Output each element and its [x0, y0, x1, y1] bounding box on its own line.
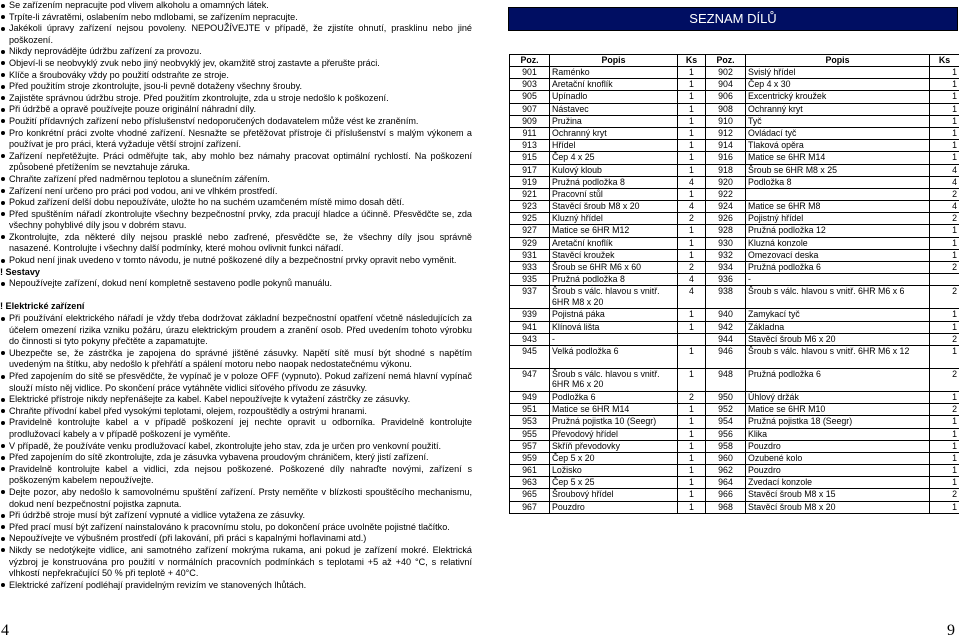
cell-p2: 914	[706, 140, 746, 152]
cell-p2: 958	[706, 440, 746, 452]
cell-k1: 1	[678, 127, 706, 139]
cell-d1: Upínadlo	[550, 91, 678, 103]
parts-list-title: SEZNAM DÍLŮ	[508, 7, 958, 31]
cell-k2: 1	[930, 91, 959, 103]
cell-d2: Omezovací deska	[746, 249, 930, 261]
cell-p1: 955	[510, 428, 550, 440]
instruction-item: V případě, že používáte venku prodlužovací kabel, zkontrolujte jeho stav, zda je určen pro venkovní použití.	[0, 441, 472, 453]
cell-k2: 1	[930, 428, 959, 440]
cell-k1: 1	[678, 416, 706, 428]
cell-p2: 954	[706, 416, 746, 428]
cell-k2: 2	[930, 489, 959, 501]
cell-d2: Tlaková opěra	[746, 140, 930, 152]
cell-k1: 1	[678, 440, 706, 452]
parts-row	[510, 501, 959, 513]
cell-d2: -	[746, 274, 930, 286]
instruction-item: Před prací musí být zařízení nainstalováno k pracovnímu stolu, po dokončení práce uvolněte pojistné tlačítko.	[0, 522, 472, 534]
cell-d2: Pružná podložka 6	[746, 368, 930, 391]
cell-d2: Stavěcí šroub M6 x 20	[746, 333, 930, 345]
cell-d1: Kluzný hřídel	[550, 213, 678, 225]
cell-k1: 1	[678, 477, 706, 489]
cell-p1: 915	[510, 152, 550, 164]
cell-p1: 939	[510, 309, 550, 321]
spacer	[0, 290, 472, 302]
cell-k1: 1	[678, 103, 706, 115]
col-header-quantity-2: Ks	[930, 55, 959, 67]
cell-p1: 907	[510, 103, 550, 115]
cell-d1: Stavěcí šroub M8 x 20	[550, 201, 678, 213]
parts-table	[509, 54, 959, 514]
cell-k2	[930, 274, 959, 286]
cell-k1: 1	[678, 345, 706, 368]
parts-row	[510, 428, 959, 440]
parts-row	[510, 127, 959, 139]
instruction-item: Před spuštěním nářadí zkontrolujte všechny bezpečnostní prvky, zda pracují hladce a účinně. Přesvědčte se, zda všechny pohyblivé díly jsou v dobrém stavu.	[0, 209, 472, 232]
instruction-item: Chraňte přívodní kabel před vysokými teplotami, olejem, rozpouštědly a ostrými hranami.	[0, 406, 472, 418]
cell-p1: 947	[510, 368, 550, 391]
instruction-item: Před použitím stroje zkontrolujte, jsou-li pevně dotaženy všechny šrouby.	[0, 81, 472, 93]
cell-d2: Pružná podložka 12	[746, 225, 930, 237]
cell-k2: 1	[930, 140, 959, 152]
cell-p2: 944	[706, 333, 746, 345]
instruction-item: Zařízení nepřetěžujte. Práci odměřujte tak, aby mohlo bez námahy pracovat optimální rychlostí. Na poškození způsobené přetížením se nevztahuje záruka.	[0, 151, 472, 174]
cell-p2: 946	[706, 345, 746, 368]
cell-p1: 903	[510, 79, 550, 91]
cell-d1: Nástavec	[550, 103, 678, 115]
cell-d2: Pružná pojistka 18 (Seegr)	[746, 416, 930, 428]
page-number-left: 4	[1, 622, 9, 639]
parts-row	[510, 440, 959, 452]
cell-p1: 941	[510, 321, 550, 333]
cell-p2: 964	[706, 477, 746, 489]
cell-d2: Ovládací tyč	[746, 127, 930, 139]
cell-p2: 952	[706, 404, 746, 416]
cell-k2: 1	[930, 67, 959, 79]
cell-k2: 1	[930, 416, 959, 428]
cell-k2: 1	[930, 452, 959, 464]
cell-k1: 1	[678, 452, 706, 464]
cell-d2: Excentrický kroužek	[746, 91, 930, 103]
cell-p2: 966	[706, 489, 746, 501]
instruction-item: Nepoužívejte zařízení, dokud není kompletně sestaveno podle pokynů manuálu.	[0, 278, 472, 290]
cell-d2: Úhlový držák	[746, 391, 930, 403]
cell-k2: 2	[930, 404, 959, 416]
col-header-position-2: Poz.	[706, 55, 746, 67]
cell-d1: Šroub s válc. hlavou s vnitř. 6HR M8 x 20	[550, 286, 678, 309]
cell-k1: 1	[678, 152, 706, 164]
cell-d2: Ochranný kryt	[746, 103, 930, 115]
cell-d2: Pouzdro	[746, 440, 930, 452]
cell-d1: Šroub s válc. hlavou s vnitř. 6HR M6 x 20	[550, 368, 678, 391]
cell-k1: 1	[678, 368, 706, 391]
cell-d1: Převodový hřídel	[550, 428, 678, 440]
section-heading: ! Elektrické zařízení	[0, 301, 85, 312]
cell-d2: Pružná podložka 6	[746, 262, 930, 274]
parts-row	[510, 115, 959, 127]
cell-p1: 913	[510, 140, 550, 152]
cell-d2: Čep 4 x 30	[746, 79, 930, 91]
cell-d1: Stavěcí kroužek	[550, 249, 678, 261]
instruction-item: Elektrické přístroje nikdy nepřenášejte za kabel. Kabel nepoužívejte k vytažení zástrčky ze zásuvky.	[0, 394, 472, 406]
cell-p2: 940	[706, 309, 746, 321]
cell-k2: 1	[930, 127, 959, 139]
cell-p2: 928	[706, 225, 746, 237]
cell-k1: 1	[678, 225, 706, 237]
cell-d2	[746, 188, 930, 200]
section-heading: ! Sestavy	[0, 266, 40, 277]
cell-k1: 4	[678, 274, 706, 286]
cell-k2: 1	[930, 465, 959, 477]
cell-p1: 929	[510, 237, 550, 249]
cell-k1: 1	[678, 79, 706, 91]
instruction-item: Zajistěte správnou údržbu stroje. Před použitím zkontrolujte, zda u stroje nedošlo k poškození.	[0, 93, 472, 105]
instruction-item: Trpíte-li závratěmi, oslabením nebo mdlobami, se zařízením nepracujte.	[0, 12, 472, 24]
cell-k1: 4	[678, 201, 706, 213]
instruction-item: Pokud zařízení delší dobu nepoužíváte, uložte ho na suchém uzamčeném místě mimo dosah dětí.	[0, 197, 472, 209]
cell-k2: 2	[930, 188, 959, 200]
cell-k2: 1	[930, 321, 959, 333]
cell-d1: Šroubový hřídel	[550, 489, 678, 501]
cell-k2: 4	[930, 164, 959, 176]
cell-p1: 949	[510, 391, 550, 403]
cell-p1: 967	[510, 501, 550, 513]
cell-d1: Čep 4 x 25	[550, 152, 678, 164]
cell-p2: 938	[706, 286, 746, 309]
parts-row	[510, 477, 959, 489]
instruction-item: Se zařízením nepracujte pod vlivem alkoholu a omamných látek.	[0, 0, 472, 12]
page-number-right: 9	[947, 622, 955, 639]
cell-d2: Šroub s válc. hlavou s vnitř. 6HR M6 x 6	[746, 286, 930, 309]
parts-row	[510, 321, 959, 333]
cell-k2: 1	[930, 115, 959, 127]
cell-p1: 945	[510, 345, 550, 368]
cell-k1	[678, 333, 706, 345]
cell-d1: Podložka 6	[550, 391, 678, 403]
cell-p2: 922	[706, 188, 746, 200]
cell-k1: 1	[678, 249, 706, 261]
parts-row	[510, 404, 959, 416]
cell-d1: Pružná podložka 8	[550, 176, 678, 188]
cell-d1: -	[550, 333, 678, 345]
cell-d2: Stavěcí šroub M8 x 20	[746, 501, 930, 513]
parts-row	[510, 237, 959, 249]
cell-p2: 920	[706, 176, 746, 188]
cell-k1: 1	[678, 91, 706, 103]
cell-p1: 953	[510, 416, 550, 428]
cell-p2: 968	[706, 501, 746, 513]
cell-p2: 962	[706, 465, 746, 477]
cell-p1: 959	[510, 452, 550, 464]
cell-p1: 935	[510, 274, 550, 286]
cell-d2: Tyč	[746, 115, 930, 127]
cell-d2: Matice se 6HR M10	[746, 404, 930, 416]
cell-p2: 902	[706, 67, 746, 79]
parts-row	[510, 103, 959, 115]
parts-row	[510, 286, 959, 309]
cell-p1: 963	[510, 477, 550, 489]
cell-k2: 4	[930, 176, 959, 188]
cell-k1: 1	[678, 404, 706, 416]
cell-p2: 916	[706, 152, 746, 164]
instruction-item: Klíče a šroubováky vždy po použití odstraňte ze stroje.	[0, 70, 472, 82]
cell-d1: Klínová lišta	[550, 321, 678, 333]
col-header-quantity: Ks	[678, 55, 706, 67]
cell-p2: 904	[706, 79, 746, 91]
cell-d1: Pracovní stůl	[550, 188, 678, 200]
cell-p1: 911	[510, 127, 550, 139]
cell-p1: 905	[510, 91, 550, 103]
instruction-item: Použití přídavných zařízení nebo příslušenství nedoporučených dodavatelem může vést ke zraněním.	[0, 116, 472, 128]
instruction-item: Pro konkrétní práci zvolte vhodné zařízení. Nesnažte se přetěžovat přístroje či příslušenství s malým výkonem a používat je pro práci, která vyžaduje větší strojní zařízení.	[0, 128, 472, 151]
cell-p1: 909	[510, 115, 550, 127]
cell-k1: 1	[678, 321, 706, 333]
cell-k1: 1	[678, 309, 706, 321]
cell-p1: 965	[510, 489, 550, 501]
cell-k2: 1	[930, 501, 959, 513]
cell-p1: 919	[510, 176, 550, 188]
cell-k1: 2	[678, 391, 706, 403]
col-header-description-2: Popis	[746, 55, 930, 67]
parts-row	[510, 201, 959, 213]
cell-k1: 1	[678, 489, 706, 501]
instruction-item: Ubezpečte se, že zástrčka je zapojena do správné jištěné zásuvky. Napětí sítě musí být shodné s napětím uvedeným na štítku, aby nedošlo k přehřátí a spálení motoru nebo naopak nedostatečnému výkonu.	[0, 348, 472, 371]
parts-row	[510, 225, 959, 237]
instruction-item: Při údržbě a opravě používejte pouze originální náhradní díly.	[0, 104, 472, 116]
cell-p1: 921	[510, 188, 550, 200]
cell-d2: Základna	[746, 321, 930, 333]
cell-d1: Hřídel	[550, 140, 678, 152]
cell-p1: 961	[510, 465, 550, 477]
cell-p2: 948	[706, 368, 746, 391]
cell-d1: Skříň převodovky	[550, 440, 678, 452]
instruction-item: Objeví-li se neobvyklý zvuk nebo jiný neobvyklý jev, okamžitě stroj zastavte a přerušte práci.	[0, 58, 472, 70]
col-header-position: Poz.	[510, 55, 550, 67]
cell-d2: Ozubené kolo	[746, 452, 930, 464]
parts-row	[510, 249, 959, 261]
instruction-item: Před zapojením do sítě se přesvědčte, že vypínač je v poloze OFF (vypnuto). Pokud zařízení nemá hlavní vypínač slouží místo něj vidlice. Po skončení práce vytáhněte vidlici síťového přívodu ze zásuvky.	[0, 371, 472, 394]
cell-k1: 2	[678, 262, 706, 274]
safety-instructions	[0, 0, 472, 591]
cell-d2: Pouzdro	[746, 465, 930, 477]
cell-d2: Matice se 6HR M8	[746, 201, 930, 213]
cell-k1: 1	[678, 140, 706, 152]
cell-p2: 960	[706, 452, 746, 464]
cell-d2: Zvedací konzole	[746, 477, 930, 489]
cell-p1: 901	[510, 67, 550, 79]
cell-k2: 2	[930, 368, 959, 391]
parts-row	[510, 274, 959, 286]
cell-k2: 1	[930, 237, 959, 249]
cell-p2: 942	[706, 321, 746, 333]
cell-d1: Aretační knoflík	[550, 79, 678, 91]
cell-d2: Podložka 8	[746, 176, 930, 188]
instruction-item: Dejte pozor, aby nedošlo k samovolnému spuštění zařízení. Prsty neměňte v blízkosti spouštěcího mechanismu, dokud není bezpečnostní pojistka zapnuta.	[0, 487, 472, 510]
instruction-item: Pravidelně kontrolujte kabel a vidlici, zda nejsou poškozené. Poškozené díly nahraďte novými, zařízení s poškozeným kabelem nepoužívejte.	[0, 464, 472, 487]
parts-row	[510, 152, 959, 164]
parts-row	[510, 465, 959, 477]
cell-d1: Čep 5 x 25	[550, 477, 678, 489]
cell-p2: 908	[706, 103, 746, 115]
instruction-item: Elektrické zařízení podléhají pravidelným revizím ve stanovených lhůtách.	[0, 580, 472, 592]
cell-k2: 1	[930, 152, 959, 164]
cell-d1: Pružná pojistka 10 (Seegr)	[550, 416, 678, 428]
parts-row	[510, 188, 959, 200]
cell-k1: 4	[678, 286, 706, 309]
parts-row	[510, 489, 959, 501]
cell-d1: Velká podložka 6	[550, 345, 678, 368]
parts-table-header	[510, 55, 959, 67]
cell-d1: Raménko	[550, 67, 678, 79]
cell-p1: 937	[510, 286, 550, 309]
cell-d1: Čep 5 x 20	[550, 452, 678, 464]
parts-row	[510, 67, 959, 79]
cell-k2: 2	[930, 286, 959, 309]
cell-k1: 1	[678, 67, 706, 79]
cell-k1: 1	[678, 428, 706, 440]
cell-k2: 1	[930, 249, 959, 261]
parts-row	[510, 91, 959, 103]
instruction-item: Nikdy neprovádějte údržbu zařízení za provozu.	[0, 46, 472, 58]
cell-p2: 924	[706, 201, 746, 213]
instruction-list	[0, 0, 472, 591]
cell-k2: 1	[930, 440, 959, 452]
instruction-item: Jakékoli úpravy zařízení nejsou povoleny. NEPOUŽÍVEJTE v případě, že zjistíte ohnutí, prasklinu nebo jiné poškození.	[0, 23, 472, 46]
parts-row	[510, 345, 959, 368]
cell-p2: 906	[706, 91, 746, 103]
cell-d2: Svislý hřídel	[746, 67, 930, 79]
cell-p1: 943	[510, 333, 550, 345]
cell-d2: Matice se 6HR M14	[746, 152, 930, 164]
col-header-description: Popis	[550, 55, 678, 67]
cell-p1: 925	[510, 213, 550, 225]
cell-p1: 933	[510, 262, 550, 274]
cell-k1: 1	[678, 115, 706, 127]
parts-row	[510, 213, 959, 225]
instruction-item: Nepoužívejte ve výbušném prostředí (při lakování, při práci s kapalnými hořlavinami atd.)	[0, 533, 472, 545]
cell-p2: 930	[706, 237, 746, 249]
cell-k2: 2	[930, 213, 959, 225]
parts-row	[510, 368, 959, 391]
instruction-item: Pokud není jinak uvedeno v tomto návodu, je nutné poškozené díly a bezpečnostní prvky opravit nebo vyměnit.	[0, 255, 472, 267]
instruction-item: Zařízení není určeno pro práci pod vodou, ani ve vlhkém prostředí.	[0, 186, 472, 198]
cell-d1: Pružina	[550, 115, 678, 127]
cell-d1: Kulový kloub	[550, 164, 678, 176]
cell-d1: Matice se 6HR M14	[550, 404, 678, 416]
cell-p2: 918	[706, 164, 746, 176]
cell-k2: 1	[930, 345, 959, 368]
cell-k2: 2	[930, 333, 959, 345]
cell-d2: Pojistný hřídel	[746, 213, 930, 225]
cell-d2: Kluzná konzole	[746, 237, 930, 249]
cell-k1: 4	[678, 176, 706, 188]
cell-k1: 1	[678, 237, 706, 249]
cell-k2: 1	[930, 225, 959, 237]
instruction-item: Před zapojením do sítě zkontrolujte, zda je zásuvka vybavena proudovým chráničem, který jistí zařízení.	[0, 452, 472, 464]
instruction-item: Při údržbě stroje musí být zařízení vypnuté a vidlice vytažena ze zásuvky.	[0, 510, 472, 522]
cell-d2: Šroub s válc. hlavou s vnitř. 6HR M6 x 12	[746, 345, 930, 368]
parts-row	[510, 309, 959, 321]
instruction-item: Zkontrolujte, zda některé díly nejsou prasklé nebo zaďrené, přesvědčte se, že všechny díly jsou správně nasazené. Kontrolujte i všechny další podmínky, které mohou ovlivnit funkci nářadí.	[0, 232, 472, 255]
instruction-item: Při používání elektrického nářadí je vždy třeba dodržovat základní bezpečnostní opatření včetně následujících za účelem omezení rizika vzniku požáru, úrazu elektrickým proudem a zranění osob. Před uvedením tohoto výrobku do činnosti si tyto pokyny přečtěte a zapamatujte.	[0, 313, 472, 348]
parts-row	[510, 333, 959, 345]
cell-p1: 917	[510, 164, 550, 176]
cell-k2: 1	[930, 477, 959, 489]
cell-p2: 950	[706, 391, 746, 403]
cell-k2: 1	[930, 103, 959, 115]
cell-k1: 1	[678, 188, 706, 200]
cell-d1: Ložisko	[550, 465, 678, 477]
cell-d1: Ochranný kryt	[550, 127, 678, 139]
cell-k2: 1	[930, 391, 959, 403]
cell-p1: 923	[510, 201, 550, 213]
parts-row	[510, 140, 959, 152]
parts-row	[510, 452, 959, 464]
parts-row	[510, 262, 959, 274]
cell-p1: 931	[510, 249, 550, 261]
cell-p1: 957	[510, 440, 550, 452]
cell-k1: 2	[678, 213, 706, 225]
cell-p2: 934	[706, 262, 746, 274]
cell-d1: Šroub se 6HR M6 x 60	[550, 262, 678, 274]
parts-row	[510, 391, 959, 403]
cell-d1: Matice se 6HR M12	[550, 225, 678, 237]
cell-d2: Šroub se 6HR M8 x 25	[746, 164, 930, 176]
cell-p2: 910	[706, 115, 746, 127]
instruction-item: Nikdy se nedotýkejte vidlice, ani samotného zařízení mokrýma rukama, ani pokud je zařízení mokré. Elektrická výzbroj je konstruována pro použití v normálních pracovních podmínkách s teplotami +5 až +40 °C, s relativní vlhkostí nepřekračující 50 % při teplotě + 40°C.	[0, 545, 472, 580]
cell-k1: 1	[678, 465, 706, 477]
cell-d1: Pružná podložka 8	[550, 274, 678, 286]
cell-d2: Zamykací tyč	[746, 309, 930, 321]
cell-p1: 927	[510, 225, 550, 237]
cell-k1: 1	[678, 164, 706, 176]
cell-k2: 4	[930, 201, 959, 213]
cell-d1: Aretační knoflík	[550, 237, 678, 249]
parts-row	[510, 79, 959, 91]
cell-d1: Pouzdro	[550, 501, 678, 513]
cell-p2: 936	[706, 274, 746, 286]
cell-p2: 956	[706, 428, 746, 440]
parts-row	[510, 416, 959, 428]
cell-k2: 2	[930, 262, 959, 274]
parts-row	[510, 164, 959, 176]
cell-k1: 1	[678, 501, 706, 513]
cell-d1: Pojistná páka	[550, 309, 678, 321]
cell-p2: 932	[706, 249, 746, 261]
cell-d2: Klika	[746, 428, 930, 440]
instruction-item: Chraňte zařízení před nadměrnou teplotou a slunečním zářením.	[0, 174, 472, 186]
cell-p2: 912	[706, 127, 746, 139]
cell-d2: Stavěcí šroub M8 x 15	[746, 489, 930, 501]
cell-k2: 1	[930, 79, 959, 91]
cell-p1: 951	[510, 404, 550, 416]
cell-p2: 926	[706, 213, 746, 225]
parts-row	[510, 176, 959, 188]
instruction-item: Pravidelně kontrolujte kabel a v případě poškození jej nechte opravit u odborníka. Pravidelně kontrolujte prodlužovací kabely a v případě poškození je vyměňte.	[0, 417, 472, 440]
cell-k2: 1	[930, 309, 959, 321]
